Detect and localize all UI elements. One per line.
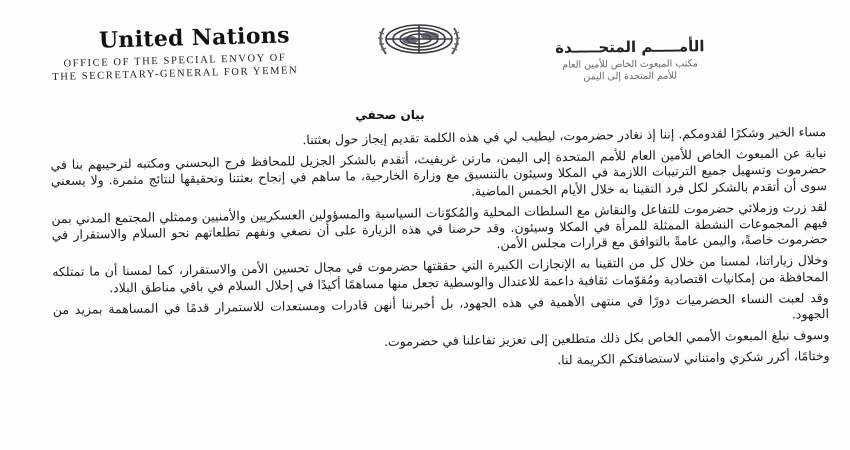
document-title: بيان صحفي [355, 108, 425, 122]
paragraph-report: وسوف نبلغ المبعوث الأممي الخاص بكل ذلك متطلعين إلى تعزيز تفاعلنا في حضرموت. [383, 327, 830, 350]
org-name-arabic: الأمـــــم المتحـــــدة [555, 37, 705, 57]
paragraph-thanks: نيابة عن المبعوث الخاص للأمين العام للأمم المتحدة إلى اليمن، مارتن غريفيث، أتقدم بالشكر الجزيل للمحافظ فرج البحسني ومكتبه لترحيبهم بنا في حضرموت وتسهيل جميع الترتيبات اللازمة في المكلا وسيئون بالتنسيق مع وزارة الخارجية، ما ساهم في إنجاح بعثتنا وتحقيقها لنتائج مثمرة. ولا يسعني سوى أن أتقدم بالشكر لكل فرد التقينا به خلال الأيام الخمس الماضية. [50, 145, 828, 199]
office-name-arabic [480, 57, 780, 84]
paragraph-visit: لقد زرت وزملائي حضرموت للتفاعل والنقاش مع السلطات المحلية والمُكوّنات السياسية والمسؤولين العسكريين والأمنيين وممثلي المجتمع المدني بمن فيهم المجموعات النشطة الممثلة للمرأة في المكلا وسيئون. وقد حرصنا في هذه الزيارة على أن نصغي ونفهم تطلعاتهم نحو السلام والاستقرار في حضرموت خاصةً، واليمن عامةً بالتوافق مع قرارات مجلس الأمن. [51, 198, 828, 252]
office-line-1: OFFICE OF THE SPECIAL ENVOY OF [63, 52, 287, 70]
paragraph-closing: وختامًا، أكرر شكري وامتناني لاستضافتكم الكريمة لنا. [557, 348, 830, 368]
office-line-2-arabic: للأمم المتحدة إلى اليمن [583, 70, 678, 83]
letterhead-arabic [480, 36, 780, 84]
document-body [50, 124, 830, 382]
un-emblem-icon [370, 18, 468, 60]
paragraph-greeting: مساء الخير وشكرًا لقدومكم. إننا إذ نغادر حضرموت، ليطيب لي في هذه الكلمة تقديم إيجاز حول بعثتنا. [302, 124, 827, 148]
paragraph-women: وقد لعبت النساء الحضرميات دورًا في منتهى الأهمية في هذه الجهود، بل أخبرننا أنهن قادرات ومستعدات للاستمرار قدمًا في المساهمة بمزيد من الجهود. [52, 289, 830, 322]
office-line-1-arabic: مكتب المبعوث الخاص للأمين العام [562, 58, 698, 71]
office-name-english [15, 50, 336, 85]
paragraph-achievements: وخلال زياراتنا، لمسنا من خلال كل من التقينا به الإنجازات الكبيرة التي حققتها حضرموت في مجال تحسين الأمن والاستقرار، كما لمسنا أن ما تمتلكه المحافظة من إمكانيات اقتصادية ومُقوّمات ثقافية داعمة للاعتدال والوسطية تجعل منها مساهمًا أكيدًا في إحلال السلام في باقي مناطق البلاد. [52, 252, 829, 295]
office-line-2: THE SECRETARY-GENERAL FOR YEMEN [52, 65, 299, 83]
org-name-english: United Nations [98, 22, 291, 54]
letterhead-english [14, 21, 335, 85]
